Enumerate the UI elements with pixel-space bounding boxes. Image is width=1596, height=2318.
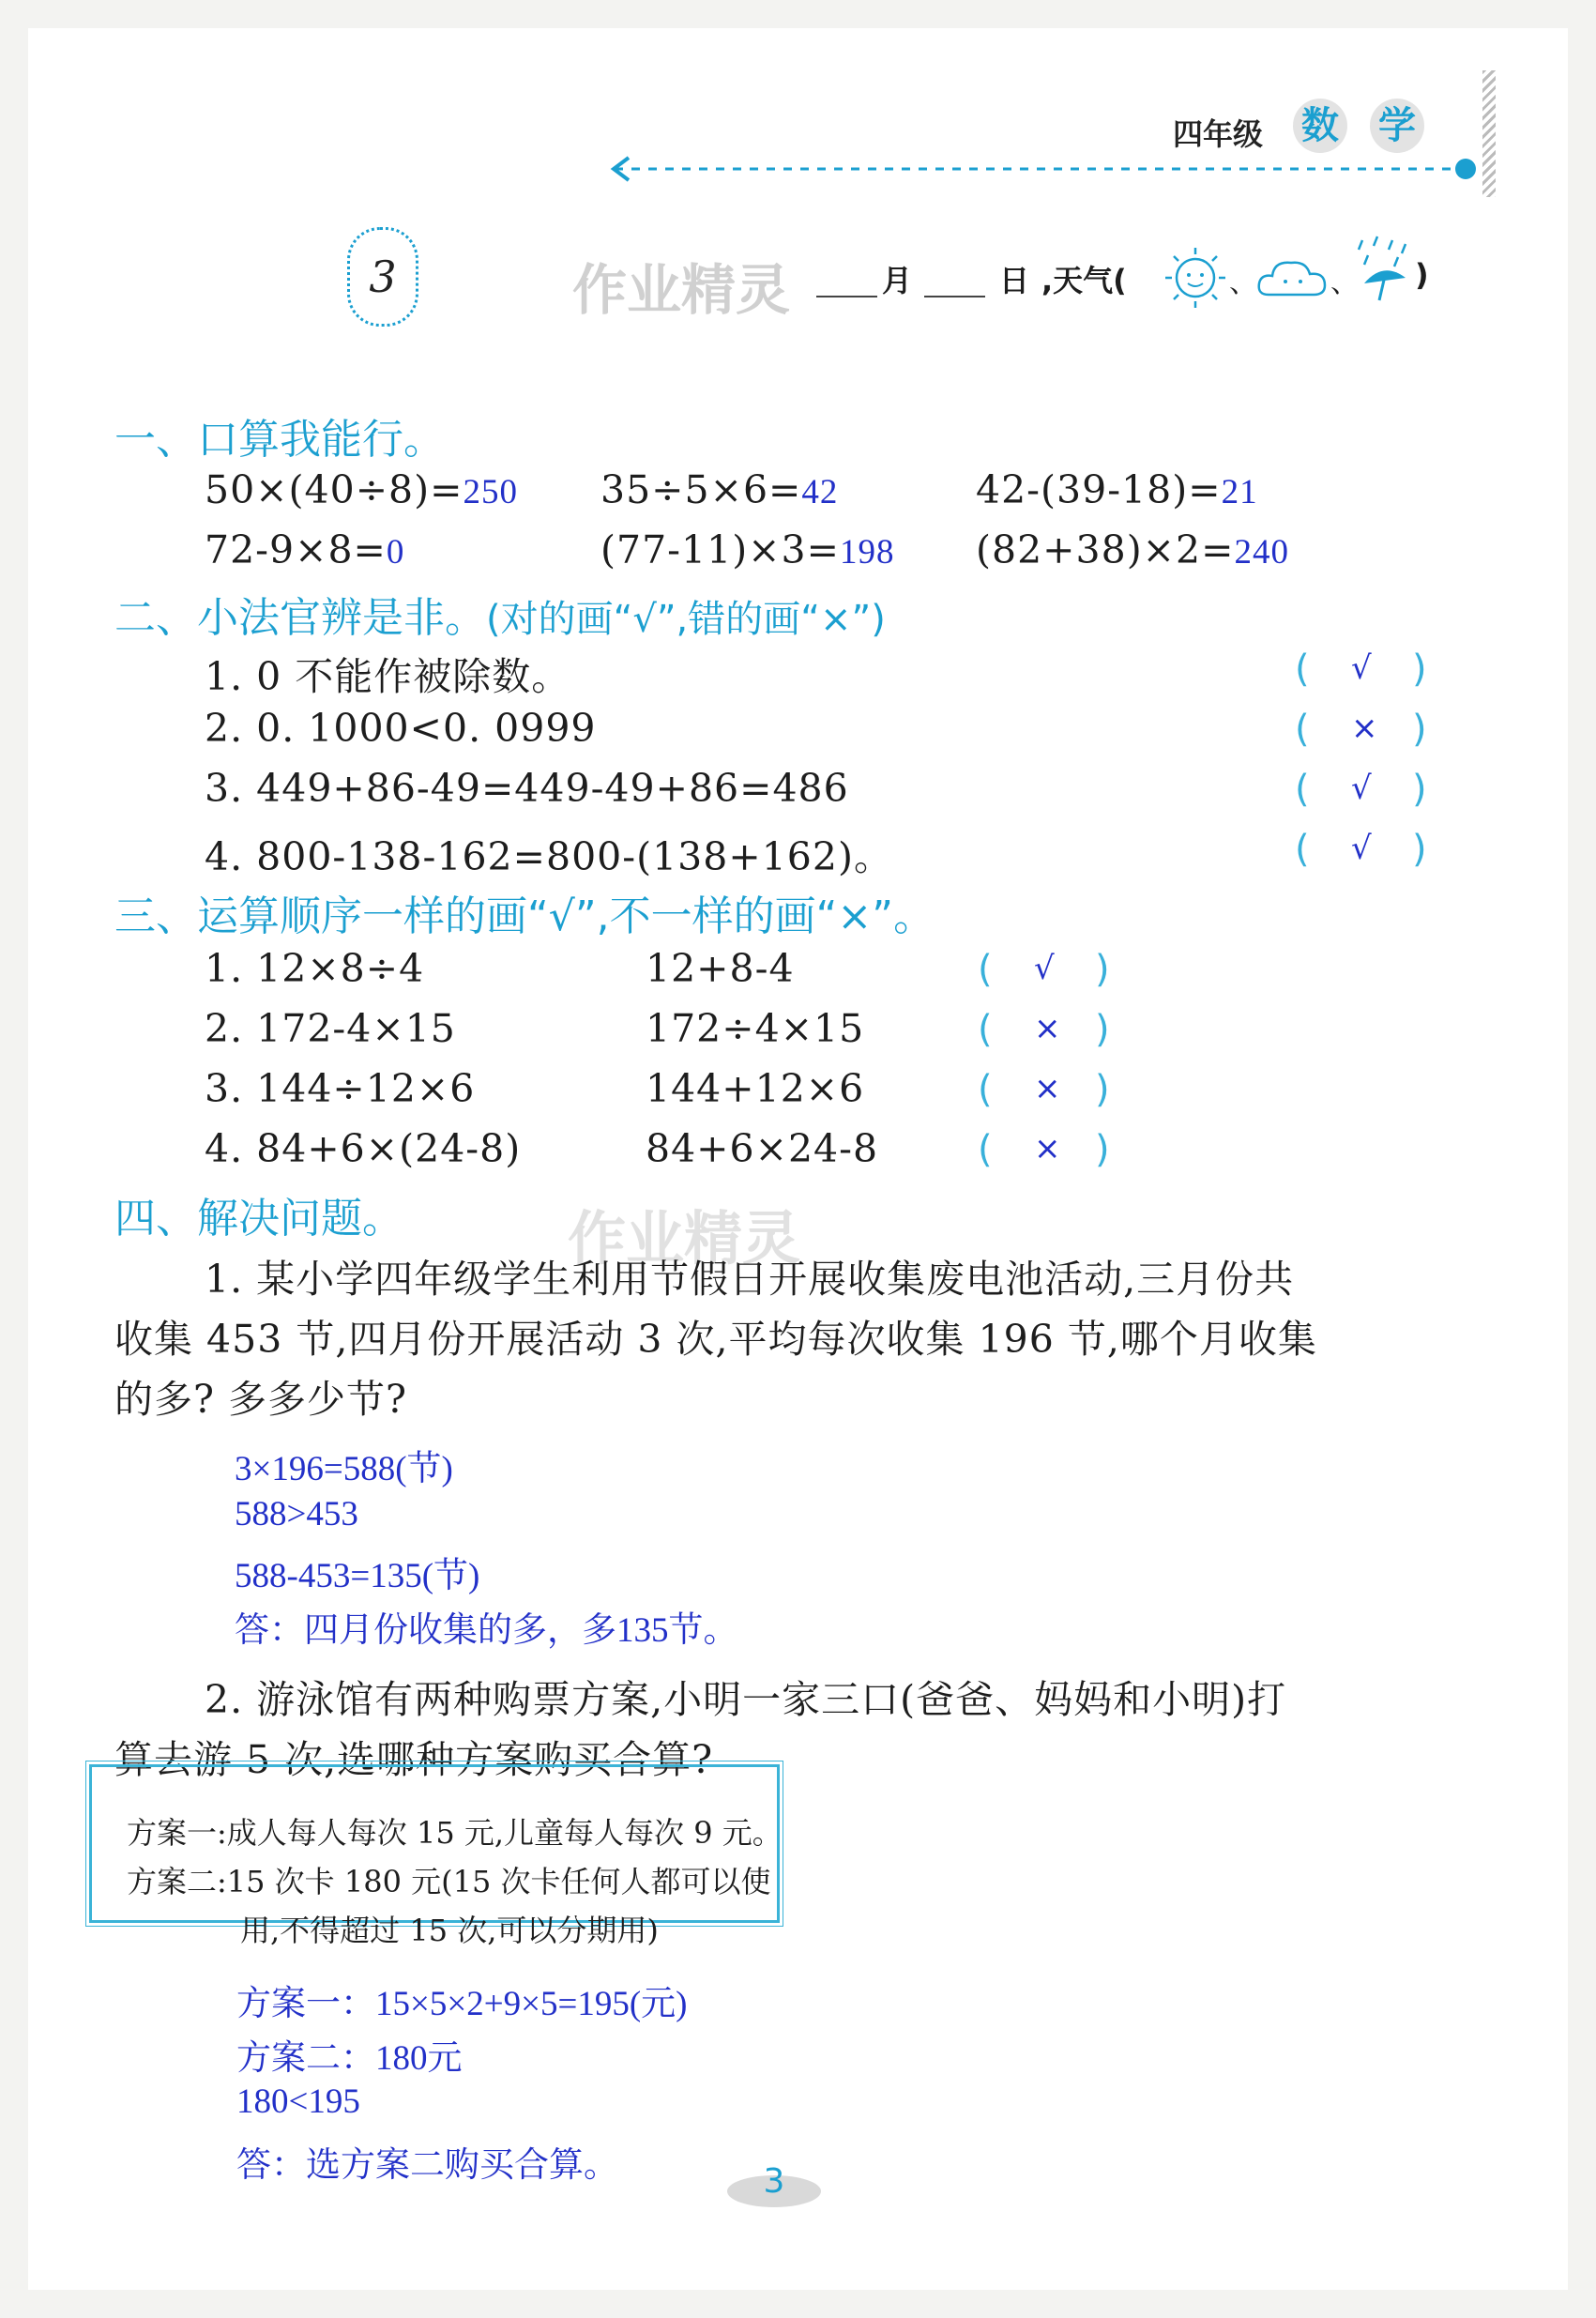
calc-item-5: [600, 527, 894, 572]
weather-separator-2: 、: [1330, 267, 1359, 299]
section1-heading: 一、口算我能行。: [114, 416, 445, 464]
problem1-line-1: 1. 某小学四年级学生利用节假日开展收集废电池活动,三月份共: [205, 1257, 1295, 1302]
paren-open: (: [1295, 648, 1310, 691]
section2-heading-row: [114, 584, 886, 644]
paren-close: ): [1412, 828, 1427, 871]
paren-open: (: [1295, 828, 1310, 871]
order-left-4: 4. 84+6×(24-8): [205, 1126, 522, 1171]
order-mark: ×: [1034, 1070, 1061, 1107]
calc-answer: 198: [839, 533, 895, 572]
section2-note: (对的画“√”,错的画“×”): [486, 598, 886, 641]
weather-close: ): [1415, 257, 1429, 293]
section3-heading: 三、运算顺序一样的画“√”,不一样的画“×”。: [114, 892, 935, 940]
judge-mark: ×: [1351, 709, 1378, 747]
plan-box-line-3: 用,不得超过 15 次,可以分期用): [240, 1913, 659, 1948]
calc-item-1: [205, 467, 518, 512]
problem2-line-1: 2. 游泳馆有两种购票方案,小明一家三口(爸爸、妈妈和小明)打: [205, 1677, 1287, 1722]
paren-open: (: [978, 1128, 993, 1171]
subject-badge-1: [1293, 99, 1347, 153]
problem1-line-2: 收集 453 节,四月份开展活动 3 次,平均每次收集 196 节,哪个月收集: [114, 1317, 1317, 1362]
watermark-top: 作业精灵: [572, 258, 791, 322]
judge-mark: √: [1351, 830, 1372, 867]
paren-close: ): [1095, 1008, 1110, 1051]
edge-stripes: [1482, 70, 1496, 197]
month-label: 月: [882, 263, 913, 298]
problem1-solution-3: 588-453=135(节): [235, 1557, 480, 1595]
section4-heading: 四、解决问题。: [114, 1195, 403, 1243]
day-number: 3: [369, 252, 397, 302]
calc-item-4: [205, 527, 404, 572]
problem1-answer: 答：四月份收集的多，多135节。: [235, 1611, 738, 1650]
problem1-solution-1: 3×196=588(节): [235, 1450, 453, 1488]
problem2-line-2: 算去游 5 次,选哪种方案购买合算?: [114, 1737, 714, 1782]
problem2-solution-3: 180<195: [236, 2082, 360, 2121]
paren-close: ): [1095, 1068, 1110, 1111]
judge-item-2: 2. 0. 1000<0. 0999: [205, 706, 597, 751]
calc-answer: 21: [1221, 473, 1258, 511]
calc-answer: 250: [463, 473, 518, 511]
judge-item-3: 3. 449+86-49=449-49+86=486: [205, 766, 849, 811]
judge-item-4: 4. 800-138-162=800-(138+162)。: [205, 834, 893, 879]
paren-open: (: [978, 948, 993, 991]
rain-umbrella-icon: [1351, 235, 1415, 306]
subject-badge-2: [1370, 99, 1424, 153]
watermark-middle: 作业精灵: [568, 1204, 801, 1273]
problem2-solution-2: 方案二：180元: [236, 2039, 463, 2078]
paren-close: ): [1412, 708, 1427, 751]
day-label: 日: [999, 263, 1030, 298]
order-left-2: 2. 172-4×15: [205, 1006, 456, 1051]
order-right-4: 84+6×24-8: [646, 1126, 879, 1171]
calc-answer: 0: [386, 533, 405, 572]
weather-label: ,天气(: [1041, 263, 1127, 298]
paren-close: ): [1095, 948, 1110, 991]
calc-expr: 42-(39-18)=: [976, 467, 1222, 512]
calc-item-6: [976, 527, 1289, 572]
month-blank: [816, 296, 877, 297]
plan-box-line-2: 方案二:15 次卡 180 元(15 次卡任何人都可以使: [127, 1864, 771, 1899]
judge-mark: √: [1351, 649, 1372, 687]
order-right-2: 172÷4×15: [646, 1006, 865, 1051]
problem2-solution-1: 方案一：15×5×2+9×5=195(元): [236, 1985, 688, 2023]
judge-item-1: 1. 0 不能作被除数。: [205, 654, 571, 699]
paren-open: (: [978, 1068, 993, 1111]
page-number-badge: [727, 2162, 821, 2207]
paren-close: ): [1412, 768, 1427, 811]
weather-separator-1: 、: [1229, 267, 1257, 299]
grade-label: 四年级: [1173, 116, 1264, 152]
cloud-icon: [1255, 253, 1330, 306]
day-blank: [924, 296, 985, 297]
order-right-1: 12+8-4: [646, 946, 795, 991]
calc-answer: 42: [801, 473, 839, 511]
order-left-3: 3. 144÷12×6: [205, 1066, 476, 1111]
plan-box-line-1: 方案一:成人每人每次 15 元,儿童每人每次 9 元。: [127, 1815, 783, 1851]
dashed-arrow-divider: [600, 150, 1482, 188]
paren-open: (: [1295, 708, 1310, 751]
paren-open: (: [978, 1008, 993, 1051]
day-number-badge: [347, 227, 418, 327]
calc-expr: 35÷5×6=: [600, 467, 802, 512]
order-right-3: 144+12×6: [646, 1066, 865, 1111]
calc-expr: 72-9×8=: [205, 527, 387, 572]
subject-char-2: 学: [1378, 104, 1416, 147]
problem2-answer: 答：选方案二购买合算。: [236, 2146, 618, 2185]
paren-open: (: [1295, 768, 1310, 811]
calc-item-3: [976, 467, 1258, 512]
calc-expr: (82+38)×2=: [976, 527, 1235, 572]
order-mark: √: [1034, 950, 1055, 987]
sun-icon: [1162, 244, 1229, 312]
problem1-line-3: 的多? 多多少节?: [114, 1377, 407, 1422]
paren-close: ): [1095, 1128, 1110, 1171]
problem1-solution-2: 588>453: [235, 1495, 358, 1533]
page-number: 3: [763, 2162, 785, 2201]
calc-expr: (77-11)×3=: [600, 527, 840, 572]
judge-mark: √: [1351, 770, 1372, 807]
order-mark: ×: [1034, 1010, 1061, 1047]
subject-char-1: 数: [1301, 104, 1339, 147]
calc-answer: 240: [1234, 533, 1289, 572]
calc-item-2: [600, 467, 838, 512]
order-mark: ×: [1034, 1130, 1061, 1167]
section2-heading: 二、小法官辨是非。: [114, 594, 486, 642]
calc-expr: 50×(40÷8)=: [205, 467, 464, 512]
paren-close: ): [1412, 648, 1427, 691]
order-left-1: 1. 12×8÷4: [205, 946, 425, 991]
